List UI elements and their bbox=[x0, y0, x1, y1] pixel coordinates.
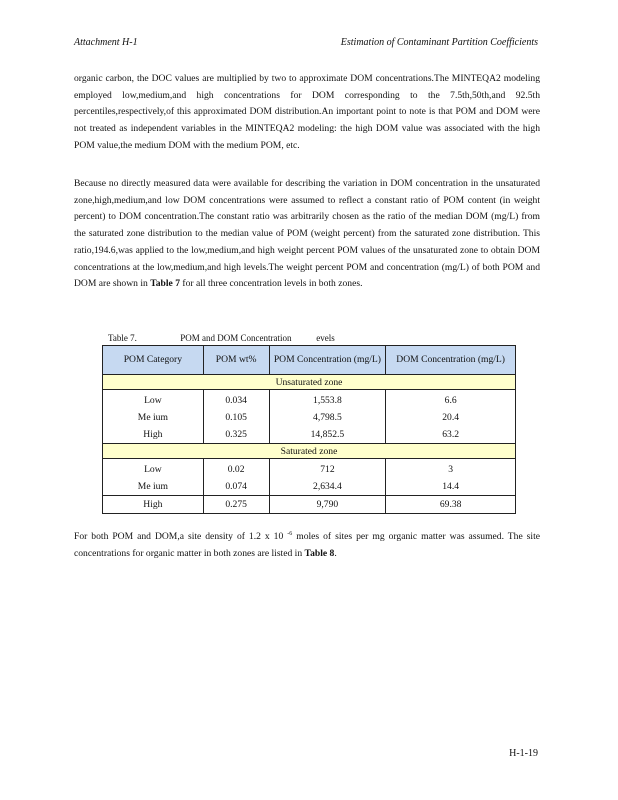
table-row bbox=[103, 459, 516, 479]
table-row bbox=[103, 426, 516, 444]
table-caption-text: POM and DOM Concentration evels bbox=[180, 333, 335, 343]
header-pom-concentration: POM Concentration (mg/L) bbox=[269, 346, 386, 375]
table-8-reference: Table 8 bbox=[304, 548, 335, 560]
paragraph-dom-approximation: organic carbon, the DOC values are multiplied by two to approximate DOM concentrations.The MINTEQA2 modeling employed low,medium,and high concentrations for DOM corresponding to the 7.5th,50th,and 92.5th percentiles,respectively,of this approximated DOM distribution.An important point to note is that POM and DOM were not treated as independent variables in the MINTEQA2 modeling: the high DOM value was associated with the high POM value,the medium DOM with the medium POM, etc. bbox=[74, 73, 540, 151]
cell-category: Me ium bbox=[103, 478, 204, 496]
cell-category: High bbox=[103, 496, 204, 514]
zone-row-unsaturated bbox=[103, 375, 516, 390]
paragraph-dom-ratio bbox=[74, 176, 540, 293]
cell-dom-conc: 20.4 bbox=[386, 409, 516, 426]
page-header bbox=[74, 37, 538, 51]
paragraph2-text: Because no directly measured data were available for describing the variation in DOM concentration in the unsaturated zone,high,medium,and low DOM concentrations were assumed to reflect a constant ratio of POM content (in weight percent) to DOM concentration.The constant ratio was arbitrarily chosen as the ratio of the median DOM (mg/L) from the saturated zone distribution to the median value of POM (weight percent) from the saturated zone distribution. This ratio,194.6,was applied to the low,medium,and high weight percent POM values of the unsaturated zone to obtain DOM concentrations at the low,medium,and high levels.The weight percent POM and concentration (mg/L) of both POM and DOM are shown in bbox=[74, 178, 540, 290]
header-pom-wt: POM wt% bbox=[203, 346, 269, 375]
paragraph2-tail: for all three concentration levels in both zones. bbox=[182, 278, 363, 290]
zone-row-saturated bbox=[103, 444, 516, 459]
zone-label: Saturated zone bbox=[103, 444, 516, 459]
cell-dom-conc: 3 bbox=[386, 459, 516, 479]
cell-dom-conc: 6.6 bbox=[386, 390, 516, 410]
cell-dom-conc: 14.4 bbox=[386, 478, 516, 496]
cell-pom-conc: 712 bbox=[269, 459, 386, 479]
table-row bbox=[103, 390, 516, 410]
cell-pom-wt: 0.275 bbox=[203, 496, 269, 514]
paragraph3-text-2: moles of sites per mg organic matter was assumed. The site concentrations for organic matter in both zones are listed in bbox=[74, 531, 541, 560]
table-header-row bbox=[103, 346, 516, 375]
cell-dom-conc: 69.38 bbox=[386, 496, 516, 514]
zone-label: Unsaturated zone bbox=[103, 375, 516, 390]
cell-category: Me ium bbox=[103, 409, 204, 426]
cell-pom-wt: 0.074 bbox=[203, 478, 269, 496]
cell-dom-conc: 63.2 bbox=[386, 426, 516, 444]
header-right: Estimation of Contaminant Partition Coefficients bbox=[340, 37, 538, 48]
header-dom-concentration: DOM Concentration (mg/L) bbox=[386, 346, 516, 375]
paragraph3-end: . bbox=[334, 548, 337, 560]
pom-dom-table bbox=[102, 345, 516, 514]
table-row bbox=[103, 409, 516, 426]
table-row bbox=[103, 496, 516, 514]
cell-pom-wt: 0.034 bbox=[203, 390, 269, 410]
cell-pom-conc: 14,852.5 bbox=[269, 426, 386, 444]
table-row bbox=[103, 478, 516, 496]
paragraph3-text: For both POM and DOM,a site density of 1.2 x 10 bbox=[74, 531, 284, 543]
cell-pom-wt: 0.325 bbox=[203, 426, 269, 444]
page-number: H-1-19 bbox=[509, 748, 538, 759]
cell-pom-wt: 0.105 bbox=[203, 409, 269, 426]
cell-pom-wt: 0.02 bbox=[203, 459, 269, 479]
header-left: Attachment H-1 bbox=[74, 37, 138, 48]
table-caption-number: Table 7. bbox=[108, 333, 137, 343]
table-7-reference: Table 7 bbox=[150, 278, 180, 290]
cell-pom-conc: 9,790 bbox=[269, 496, 386, 514]
cell-category: High bbox=[103, 426, 204, 444]
table-caption bbox=[108, 333, 508, 343]
cell-category: Low bbox=[103, 390, 204, 410]
cell-pom-conc: 4,798.5 bbox=[269, 409, 386, 426]
cell-category: Low bbox=[103, 459, 204, 479]
header-pom-category: POM Category bbox=[103, 346, 204, 375]
paragraph-site-density bbox=[74, 526, 540, 562]
cell-pom-conc: 1,553.8 bbox=[269, 390, 386, 410]
cell-pom-conc: 2,634.4 bbox=[269, 478, 386, 496]
exponent: -6 bbox=[287, 531, 293, 537]
